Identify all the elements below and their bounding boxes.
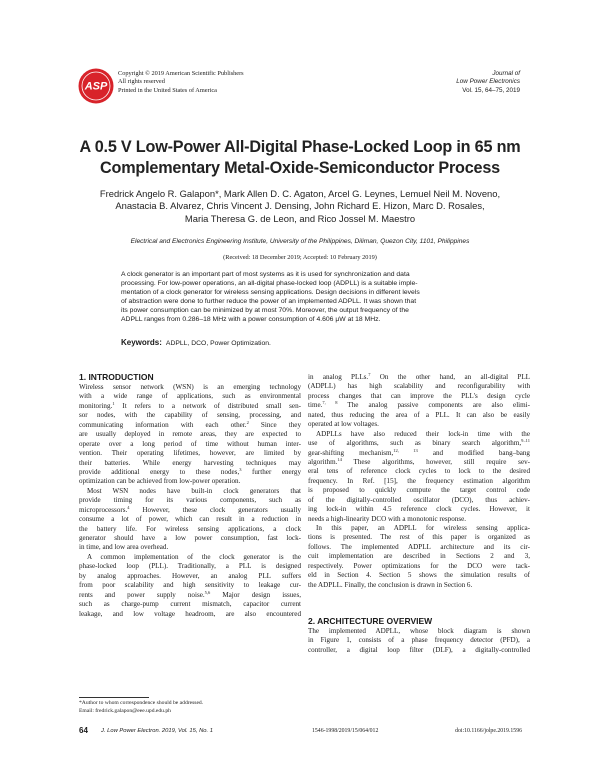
text-line: in analog PLLs.$^7$ On the other hand, an all-digital PLL — [308, 372, 530, 381]
text-line: is proposed to quickly compute the target control code — [308, 486, 530, 495]
text-line: operated at low voltages. — [308, 420, 379, 429]
section-1-heading: 1. INTRODUCTION — [79, 372, 154, 382]
text-line: nated, thus reducing the area of a PLL. It can also be easily — [308, 410, 530, 419]
footnote-email: Email: fredrick.galapon@eee.upd.edu.ph — [79, 707, 171, 714]
text-line: the ADPLL. Finally, the conclusion is drawn in Section 6. — [308, 580, 473, 589]
text-line: their batteries. While energy harvesting techniques may — [79, 458, 301, 467]
footnote-rule — [79, 697, 149, 698]
text-line: the battery life. For wireless sensing applications, a clock — [79, 524, 301, 533]
author-line-3: Maria Theresa G. de Leon, and Rico Jossel M. Maestro — [184, 212, 416, 224]
text-line: In this paper, an ADPLL for wireless sensing applica- — [316, 524, 530, 532]
text-line: process changes that can improve the PLL's design cycle — [308, 391, 530, 400]
text-line: are usually deployed in remote areas, they are expected to — [79, 430, 301, 439]
text-line: eld in Section 4. Section 5 shows the simulation results of — [308, 571, 530, 580]
text-line: vention. Their operating lifetimes, however, are limited by — [79, 449, 301, 458]
abstract-line: A clock generator is an important part of most systems as it is used for synchronization and data — [121, 271, 410, 278]
text-line: leakage, and low voltage headroom, are also encountered — [79, 609, 301, 618]
text-line: operate over a long period of time without human inter- — [79, 439, 301, 448]
author-line-2: Anastacia B. Alvarez, Chris Vincent J. Densing, John Richard E. Hizon, Marc D. Rosales, — [115, 200, 485, 212]
journal-line-1: Journal of — [492, 70, 520, 77]
citation-superscript: 2 — [246, 419, 249, 425]
keywords-value: ADPLL, DCO, Power Optimization. — [165, 340, 271, 347]
text-line: needs a high-linearity DCO with a monotonic response. — [308, 514, 466, 523]
page-footer — [79, 727, 522, 739]
text-line: The implemented ADPLL, whose block diagram is shown — [308, 627, 530, 635]
text-line: controller, a digital loop filter (DLF), a digitally-controlled — [308, 645, 530, 654]
text-line: use of algorithms, such as binary search algorithm,$^{9-11}$ — [308, 438, 530, 448]
author-list — [60, 188, 540, 225]
abstract-line: ADPLL ranges from 0.286–18 MHz with a power consumption of 4.606 μW at 18 MHz. — [121, 316, 381, 324]
text-line: with a wide range of applications, such as environmental — [79, 392, 301, 401]
paper-title — [50, 137, 550, 179]
text-line: ADPLLs have also reduced their lock-in time with the — [316, 429, 530, 438]
text-line: follows. The implemented ADPLL architecture and its cir- — [308, 542, 530, 551]
journal-line-2: Low Power Electronics — [456, 78, 520, 86]
printed-line: Printed in the United States of America — [118, 86, 217, 94]
keywords — [121, 338, 271, 347]
text-line: consume a lot of power, which can result in a reduction in — [79, 515, 301, 524]
text-line: (ADPLL) has high scalability and reconfigurability with — [308, 382, 530, 391]
text-line: provide timing for its various components, such as — [79, 496, 301, 505]
text-line: of the digitally-controlled oscillator (DCO), thus achiev- — [308, 495, 530, 504]
text-line: communicating information with each other.$^2$ Since they — [79, 419, 301, 429]
abstract-line: of abstraction were done to further reduce the power of an implemented ADPLL. It was shown that — [121, 298, 417, 306]
text-line: phase-locked loop (PLL). Traditionally, a PLL is designed — [79, 562, 301, 571]
text-line: tions is presented. The rest of this paper is organized as — [308, 533, 530, 542]
text-line: ing lock-in within 4.5 reference clock cycles. However, it — [308, 505, 530, 514]
page-number: 64 — [79, 726, 88, 735]
text-line: rents and power supply noise.$^{5,6}$ Major design issues, — [79, 589, 301, 599]
footnote-author: *Author to whom correspondence should be addressed. — [79, 700, 204, 706]
rights-line: All rights reserved — [118, 78, 165, 86]
text-line: optimization can be achieved from low-power operation. — [79, 477, 241, 486]
section-2-heading: 2. ARCHITECTURE OVERVIEW — [308, 616, 433, 626]
section-2-body — [308, 627, 530, 655]
abstract-line: its power consumption can be minimized by at most 70%. Moreover, the output frequency of the — [121, 307, 409, 315]
title-line-2: Complementary Metal-Oxide-Semiconductor Process — [100, 159, 500, 177]
text-line: in time, and low area overhead. — [79, 543, 169, 552]
text-line: generator should have a low power consumption, fast lock- — [79, 534, 301, 542]
left-column — [79, 383, 301, 619]
abstract — [121, 270, 479, 325]
citation-superscript: 5,6 — [204, 589, 211, 595]
text-line: eral tens of reference clock cycles to lock to the desired — [308, 467, 530, 476]
text-line: Most WSN nodes have built-in clock generators that — [87, 486, 301, 495]
citation-superscript: 1 — [112, 400, 115, 406]
citation-superscript: 14 — [337, 456, 342, 462]
text-line: microprocessors.$^4$ However, these clock generators usually — [79, 504, 301, 514]
received-dates: (Received: 18 December 2019; Accepted: 10 February 2019) — [223, 254, 377, 261]
footer-doi: doi:10.1166/jolpe.2019.1596 — [455, 728, 522, 734]
title-line-1: A 0.5 V Low-Power All-Digital Phase-Locked Loop in 65 nm — [79, 138, 521, 156]
citation-superscript: 3 — [239, 466, 242, 472]
citation-superscript: 4 — [127, 504, 130, 510]
citation-superscript: 9–11 — [521, 438, 530, 444]
citation-superscript: 12, 13 — [393, 447, 418, 453]
right-column — [308, 373, 530, 590]
abstract-line: mentation of a clock generator for wireless sensing applications. Design decisions in different levels — [121, 289, 420, 297]
footer-issn: 1546-1998/2019/15/064/012 — [312, 728, 379, 734]
text-line: such as charge-pump current mismatch, capacitor current — [79, 600, 301, 609]
text-line: time.$^{7, 8}$ The analog passive components are also elimi- — [308, 400, 530, 410]
copyright-block — [118, 70, 244, 95]
text-line: respectively. Power optimizations for the DCO were tack- — [308, 561, 530, 570]
copyright-line: Copyright © 2019 American Scientific Publishers — [118, 70, 244, 77]
text-line: gear-shifting mechanism,$^{12, 13}$ and modified bang–bang — [308, 447, 530, 457]
text-line: A common implementation of the clock generator is the — [87, 552, 301, 561]
keywords-label: Keywords: — [121, 338, 162, 347]
affiliation: Electrical and Electronics Engineering Institute, University of the Philippines, Diliman, Quezon City, 1101, Philippines — [130, 238, 470, 245]
text-line: frequency. In Ref. [15], the frequency estimation algorithm — [308, 476, 530, 485]
abstract-line: processing. For low-power operations, an all-digital phase-locked loop (ADPLL) is a suitable imple- — [121, 280, 418, 288]
citation-superscript: 7 — [368, 372, 371, 377]
text-line: sor nodes, with the capability of sensing, processing, and — [79, 411, 301, 420]
text-line: algorithm.$^{14}$ These algorithms, however, still require sev- — [308, 456, 530, 466]
footnote — [79, 700, 203, 715]
journal-block — [456, 70, 520, 95]
logo-text: ASP — [84, 80, 108, 93]
text-line: Wireless sensor network (WSN) is an emerging technology — [79, 383, 301, 391]
author-line-1: Fredrick Angelo R. Galapon*, Mark Allen D. C. Agaton, Arcel G. Leynes, Lemuel Neil M. Noveno, — [99, 188, 501, 199]
citation-superscript: 7, 8 — [322, 400, 338, 406]
text-line: cuit implementation are described in Sections 2 and 3, — [308, 552, 530, 561]
asp-publisher-logo — [78, 68, 114, 104]
text-line: monitoring.$^1$ It refers to a network of distributed small sen- — [79, 400, 301, 410]
footer-journal: J. Low Power Electron. 2019, Vol. 15, No. 1 — [101, 728, 213, 734]
text-line: by analog approaches. However, an analog PLL suffers — [79, 571, 301, 580]
volume-line: Vol. 15, 64–75, 2019 — [462, 86, 520, 94]
text-line: in Figure 1, consists of a phase frequency detector (PFD), a — [308, 636, 530, 645]
text-line: provide additional energy to these nodes,$^3$ further energy — [79, 466, 301, 476]
text-line: from poor scalability and high sensitivity to leakage cur- — [79, 581, 301, 590]
